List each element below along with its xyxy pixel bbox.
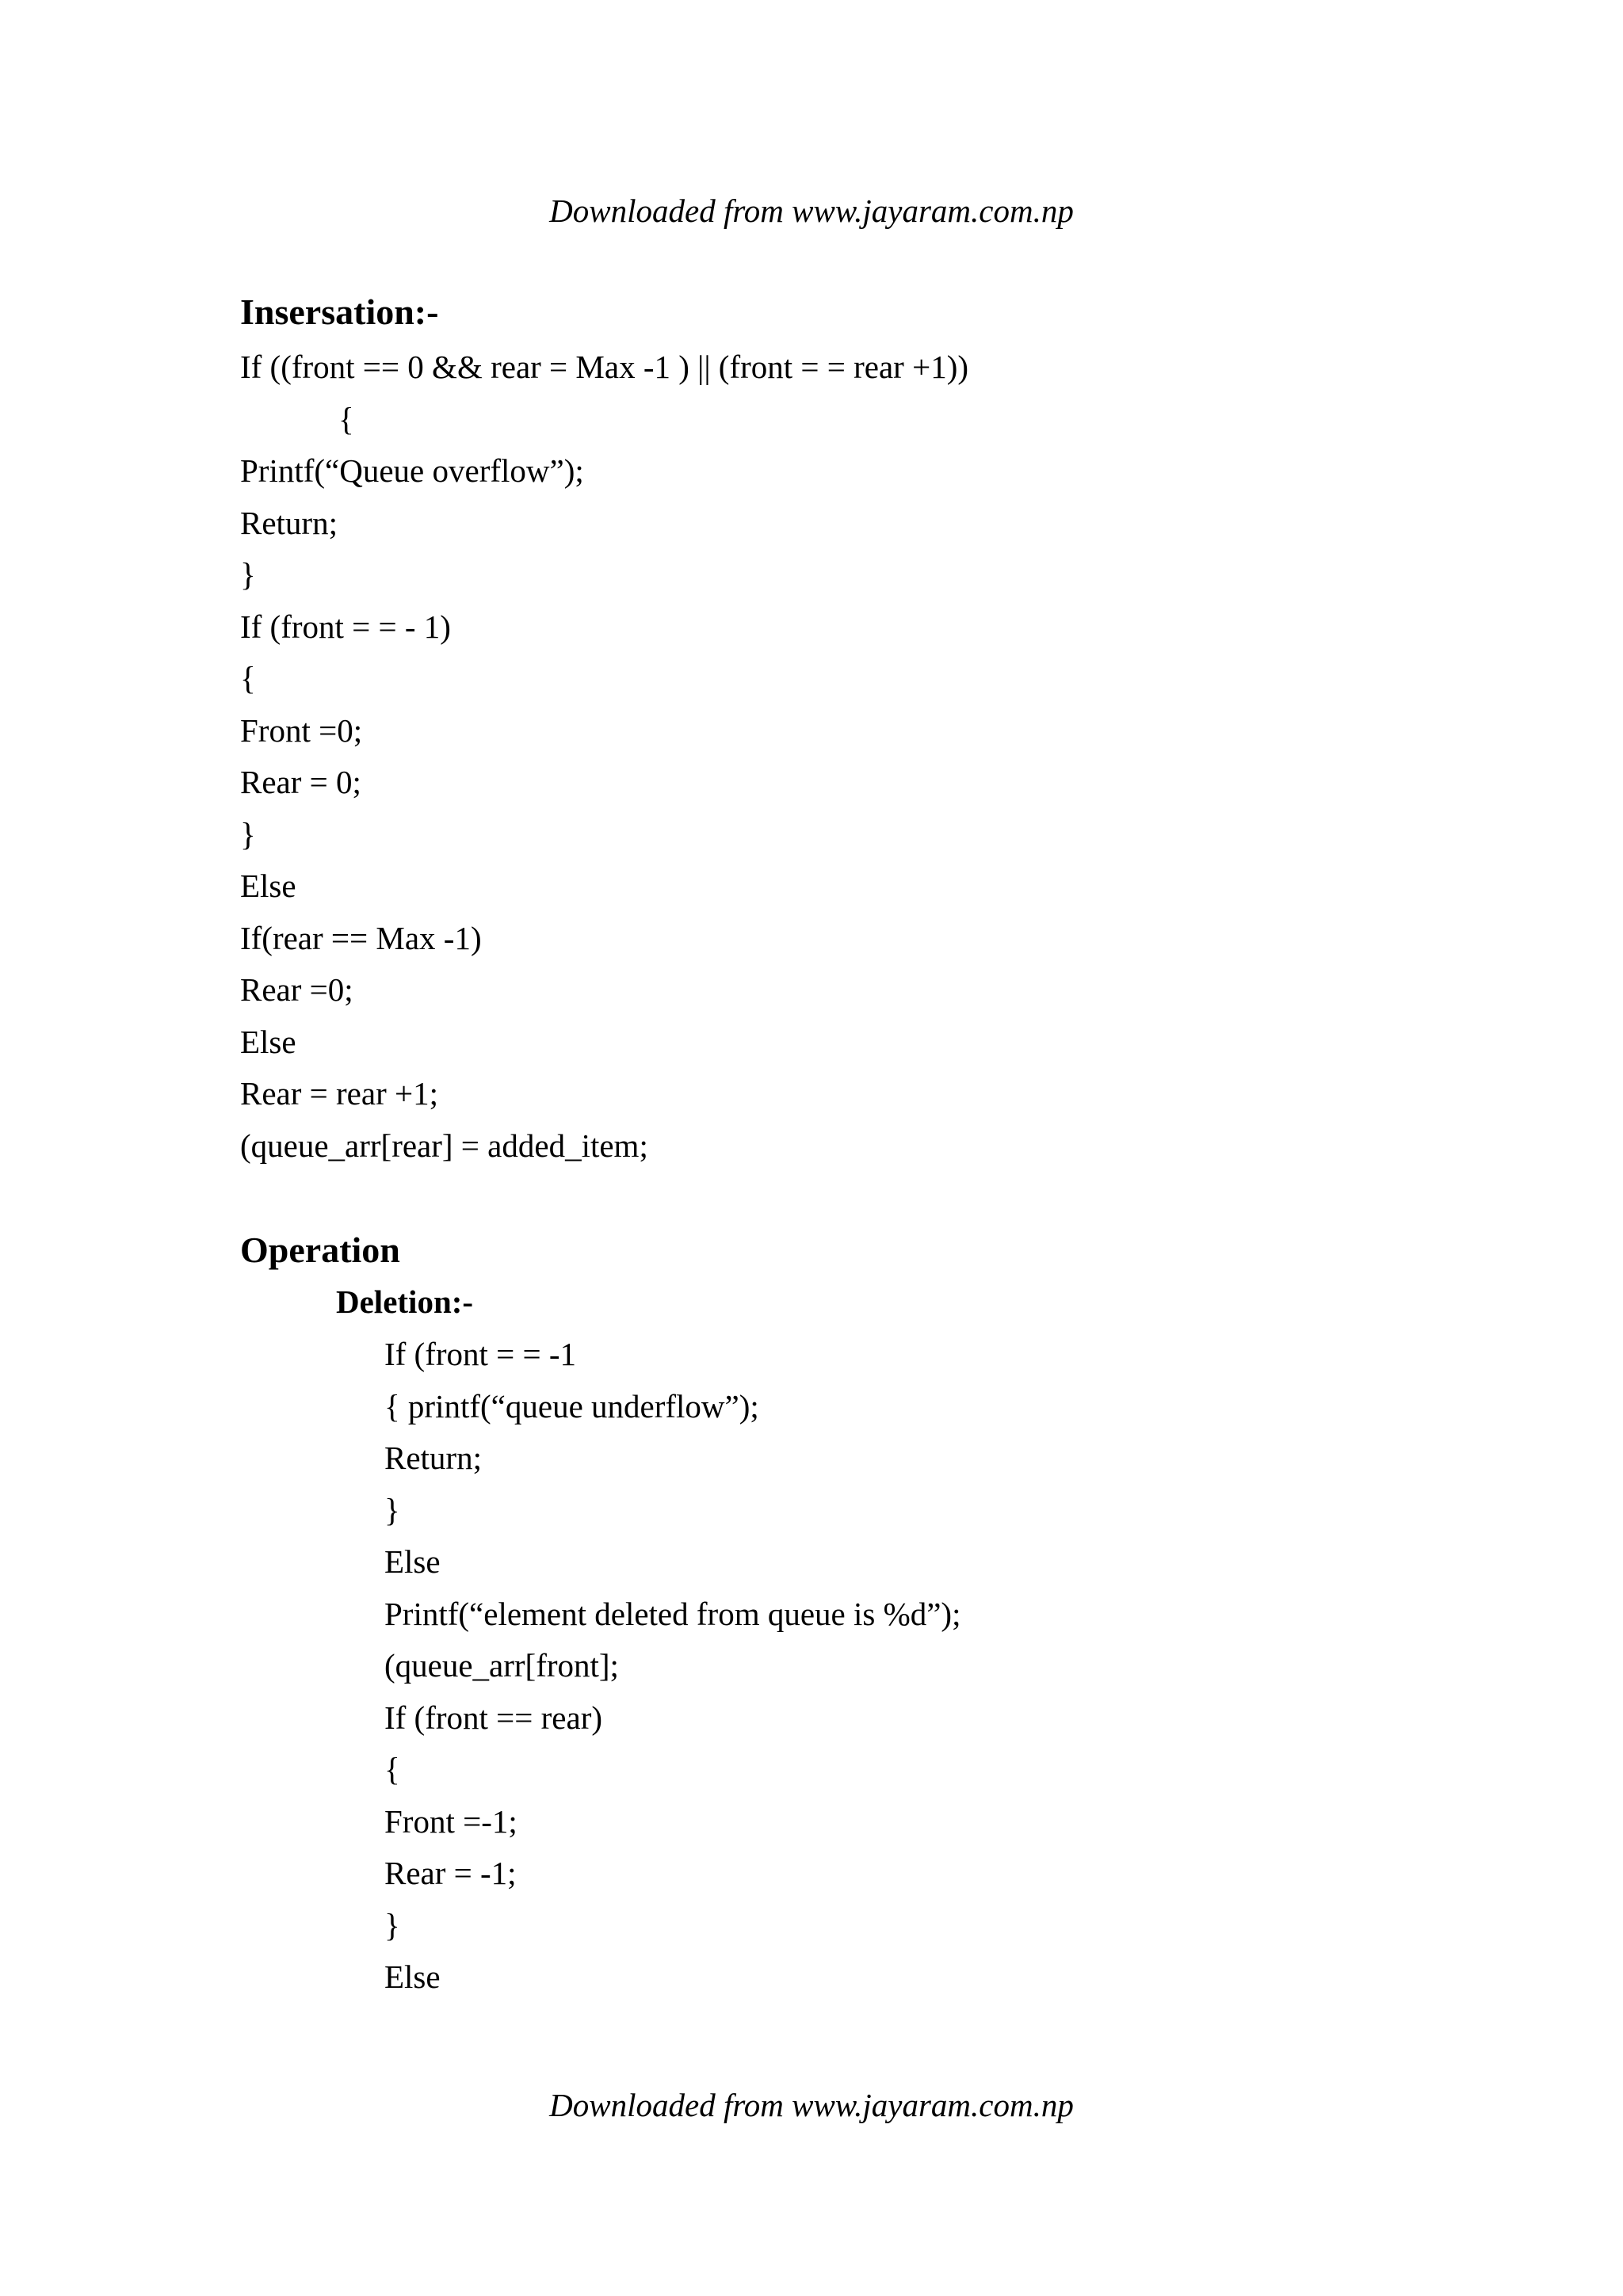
deletion-subheading: Deletion:- [336, 1283, 474, 1320]
operation-heading: Operation [240, 1230, 400, 1270]
code-line: Front =-1; [384, 1802, 517, 1840]
code-line: } [240, 556, 256, 593]
code-line: Return; [384, 1440, 482, 1476]
code-line: Else [384, 1958, 441, 1995]
deletion-code-block [384, 1329, 960, 2004]
code-line: { [338, 400, 354, 437]
page-footer: Downloaded from www.jayaram.com.np [549, 2087, 1074, 2123]
code-line: If (front = = - 1) [240, 608, 451, 645]
code-line: { [384, 1751, 400, 1787]
code-line: { printf(“queue underflow”); [384, 1387, 759, 1425]
code-line: Printf(“Queue overflow”); [240, 452, 584, 489]
code-line: Else [240, 1023, 296, 1060]
code-line: Printf(“element deleted from queue is %d”); [384, 1595, 961, 1632]
insertion-heading: Insersation:- [240, 292, 439, 332]
code-line: Else [384, 1543, 441, 1580]
code-line: { [240, 660, 256, 696]
code-line: Return; [240, 504, 338, 541]
page-header: Downloaded from www.jayaram.com.np [549, 193, 1074, 229]
code-line: } [384, 1906, 400, 1943]
code-line: If (front = = -1 [384, 1336, 577, 1372]
code-line: Rear = rear +1; [240, 1075, 438, 1112]
code-line: } [240, 815, 256, 852]
code-line: (queue_arr[rear] = added_item; [240, 1127, 648, 1164]
code-line: Rear = -1; [384, 1855, 517, 1891]
code-line: Rear =0; [240, 971, 353, 1008]
code-line: } [384, 1491, 400, 1528]
code-line: Rear = 0; [240, 764, 361, 800]
code-line: If(rear == Max -1) [240, 919, 482, 956]
code-line: (queue_arr[front]; [384, 1647, 619, 1684]
code-line: If (front == rear) [384, 1699, 603, 1736]
code-line: If ((front == 0 && rear = Max -1 ) || (front = = rear +1)) [240, 349, 969, 385]
code-line: Front =0; [240, 711, 363, 749]
insertion-code-block [240, 341, 968, 1172]
code-line: Else [240, 868, 296, 904]
